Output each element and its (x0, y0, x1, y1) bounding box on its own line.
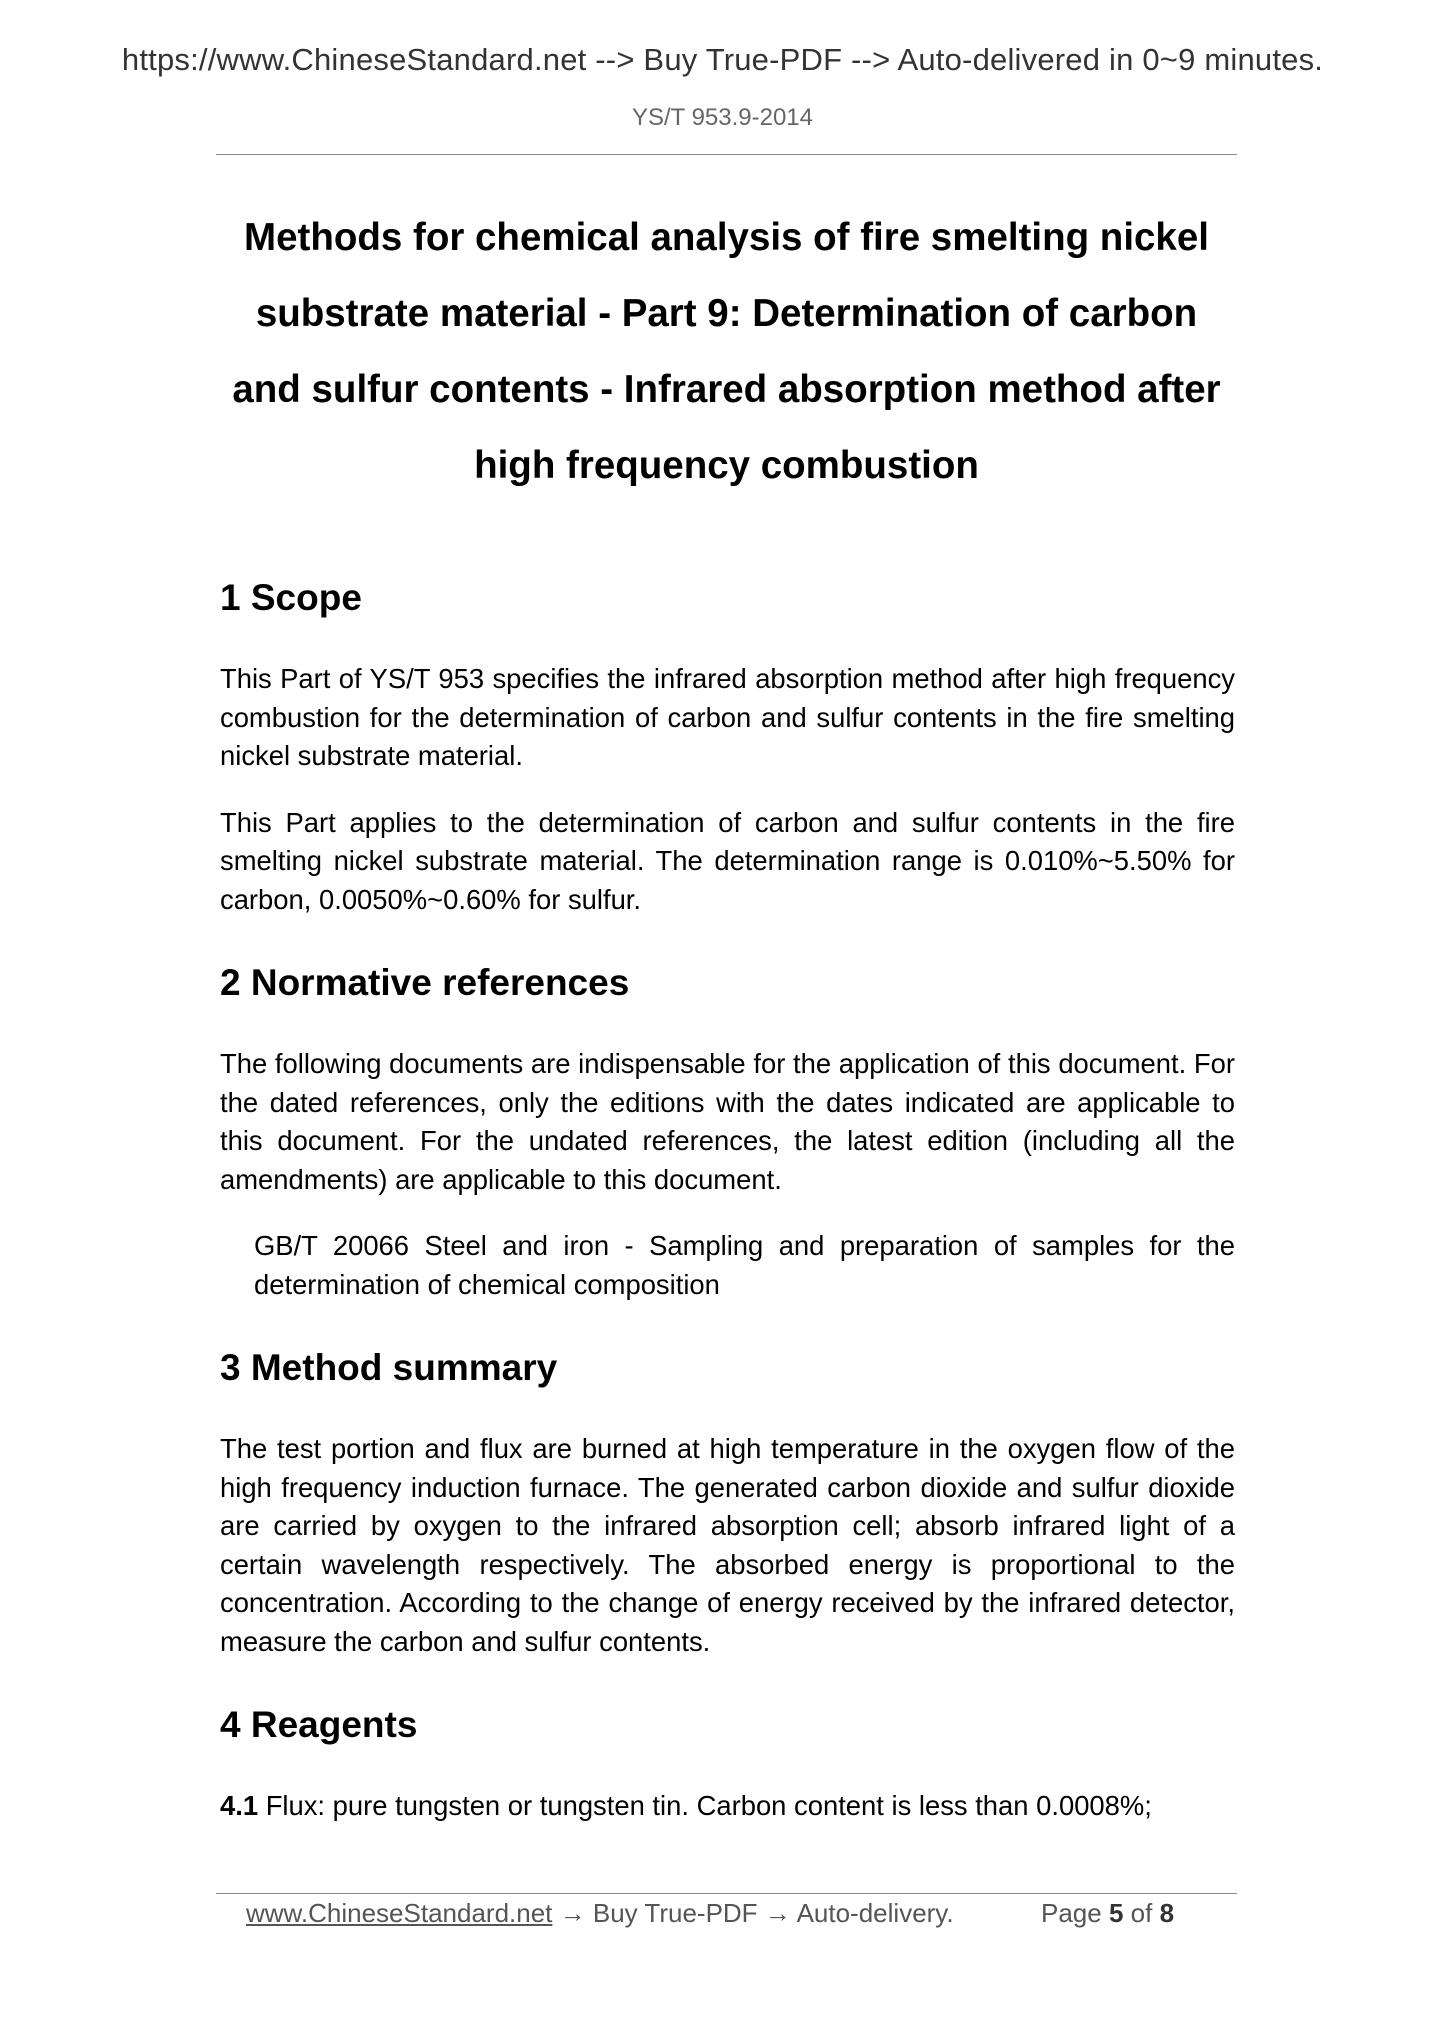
title-line-4: high frequency combustion (474, 444, 979, 487)
footer-site-link[interactable]: www.ChineseStandard.net (246, 1898, 553, 1928)
footer-text: → Buy True-PDF → Auto-delivery. (552, 1898, 954, 1928)
page-indicator (1041, 1898, 1174, 1929)
standard-code: YS/T 953.9-2014 (631, 104, 814, 131)
clause-text: Flux: pure tungsten or tungsten tin. Carbon content is less than 0.0008%; (258, 1790, 1152, 1821)
reference-item: GB/T 20066 Steel and iron - Sampling and preparation of samples for the determination of chemical composition (254, 1230, 1235, 1300)
normative-references-heading: 2 Normative references (220, 962, 630, 1003)
reagents-heading: 4 Reagents (220, 1704, 418, 1745)
page-of-label: of (1130, 1898, 1153, 1928)
title-line-3: and sulfur contents - Infrared absorption method after (232, 368, 1221, 411)
title-line-1: Methods for chemical analysis of fire smelting nickel (244, 216, 1209, 259)
top-banner: https://www.ChineseStandard.net --> Buy True-PDF --> Auto-delivered in 0~9 minutes. (121, 42, 1324, 77)
scope-heading: 1 Scope (220, 577, 362, 618)
scope-paragraph-2: This Part applies to the determination of carbon and sulfur contents in the fire smelting nickel substrate material. The determination range is 0.010%~5.50% for carbon, 0.0050%~0.60% for sulfur. (220, 806, 1235, 915)
document-body (220, 568, 1235, 1826)
clause-number: 4.1 (220, 1790, 259, 1821)
page-current: 5 (1108, 1898, 1124, 1928)
method-summary-paragraph: The test portion and flux are burned at high temperature in the oxygen flow of the high frequency induction furnace. The generated carbon dioxide and sulfur dioxide are carried by oxygen to the infrared absorption cell; absorb infrared light of a certain wavelength respectively. The absorbed energy is proportional to the concentration. According to the change of energy received by the infrared detector, measure the carbon and sulfur contents. (220, 1433, 1235, 1657)
title-line-2: substrate material - Part 9: Determination of carbon (255, 292, 1198, 335)
page-total: 8 (1159, 1898, 1175, 1928)
page-label: Page (1041, 1898, 1102, 1928)
method-summary-heading: 3 Method summary (220, 1347, 558, 1388)
scope-paragraph-1: This Part of YS/T 953 specifies the infrared absorption method after high frequency combustion for the determination of carbon and sulfur contents in the fire smelting nickel substrate material. (220, 663, 1235, 771)
document-title (216, 200, 1237, 504)
header-divider (216, 154, 1237, 155)
normative-references-paragraph: The following documents are indispensable for the application of this document. For the dated references, only the editions with the dates indicated are applicable to this document. For the undated references, the latest edition (including all the amendments) are applicable to this document. (220, 1048, 1235, 1195)
reagent-clause-4-1 (220, 1787, 1235, 1826)
footer-divider (216, 1893, 1237, 1894)
page-footer (246, 1898, 1206, 1929)
